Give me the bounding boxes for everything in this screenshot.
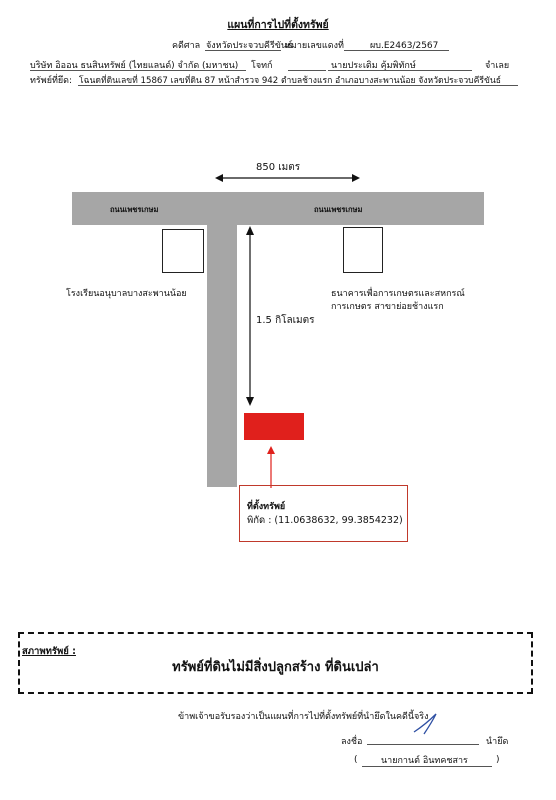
signature-mark (410, 712, 446, 736)
defendant-name: นายประเติม คุ้มพิทักษ์ (331, 61, 416, 71)
page-title: แผนที่การไปที่ตั้งทรัพย์ (227, 19, 329, 31)
bank-label-line2: การเกษตร สาขาย่อยช้างแรก (331, 302, 444, 312)
bank-building (343, 227, 383, 273)
name-underline (362, 766, 492, 767)
property-status-box (18, 632, 533, 694)
site-callout-coords: พิกัด : (11.0638632, 99.3854232) (247, 515, 403, 526)
signature-line (367, 744, 479, 745)
court-label: คดีศาล (172, 41, 201, 51)
signatory-name: นายกานต์ อินทคชสาร (381, 756, 468, 766)
distance-vertical-label: 1.5 กิโลเมตร (256, 315, 315, 326)
plaintiff-name: บริษัท อิออน ธนสินทรัพย์ (ไทยแลนด์) จำกัด (มหาชน) (30, 61, 239, 71)
property-label: ทรัพย์ที่ยึด: (30, 76, 73, 86)
distance-horizontal-label: 850 เมตร (256, 162, 301, 173)
property-description: โฉนดที่ดินเลขที่ 15867 เลขที่ดิน 87 หน้าสำรวจ 942 ตำบลช้างแรก อำเภอบางสะพานน้อย จังหวัดประจวบคีรีขันธ์ (79, 76, 501, 86)
site-callout (239, 485, 408, 542)
signature-label: ลงชื่อ (341, 737, 363, 747)
distance-arrow-vertical (243, 226, 257, 406)
close-paren: ) (496, 755, 500, 765)
road-vertical (207, 223, 237, 487)
school-label: โรงเรียนอนุบาลบางสะพานน้อย (66, 289, 187, 299)
property-status-text: ทรัพย์ที่ดินไม่มีสิ่งปลูกสร้าง ที่ดินเปล่า (172, 660, 379, 675)
pointer-arrow (264, 446, 278, 488)
open-paren: ( (354, 755, 358, 765)
certification-statement: ข้าพเจ้าขอรับรองว่าเป็นแผนที่การไปที่ตั้งทรัพย์ที่นำยึดในคดีนี้จริง (178, 712, 429, 722)
court-value: จังหวัดประจวบคีรีขันธ์ (206, 41, 293, 51)
defendant-label: จำเลย (485, 61, 510, 71)
site-callout-title: ที่ตั้งทรัพย์ (247, 502, 286, 512)
plaintiff-label: โจทก์ (251, 61, 273, 71)
road-label-left: ถนนเพชรเกษม (110, 205, 159, 214)
school-building (162, 229, 204, 273)
property-marker (244, 413, 304, 440)
case-no-label: หมายเลขแดงที่ (285, 41, 344, 51)
road-label-right: ถนนเพชรเกษม (314, 205, 363, 214)
bank-label-line1: ธนาคารเพื่อการเกษตรและสหกรณ์ (331, 289, 465, 299)
case-no-value: ผบ.E2463/2567 (370, 41, 439, 51)
signatory-role: นำยึด (486, 737, 509, 747)
property-status-label: สภาพทรัพย์ : (22, 646, 76, 657)
